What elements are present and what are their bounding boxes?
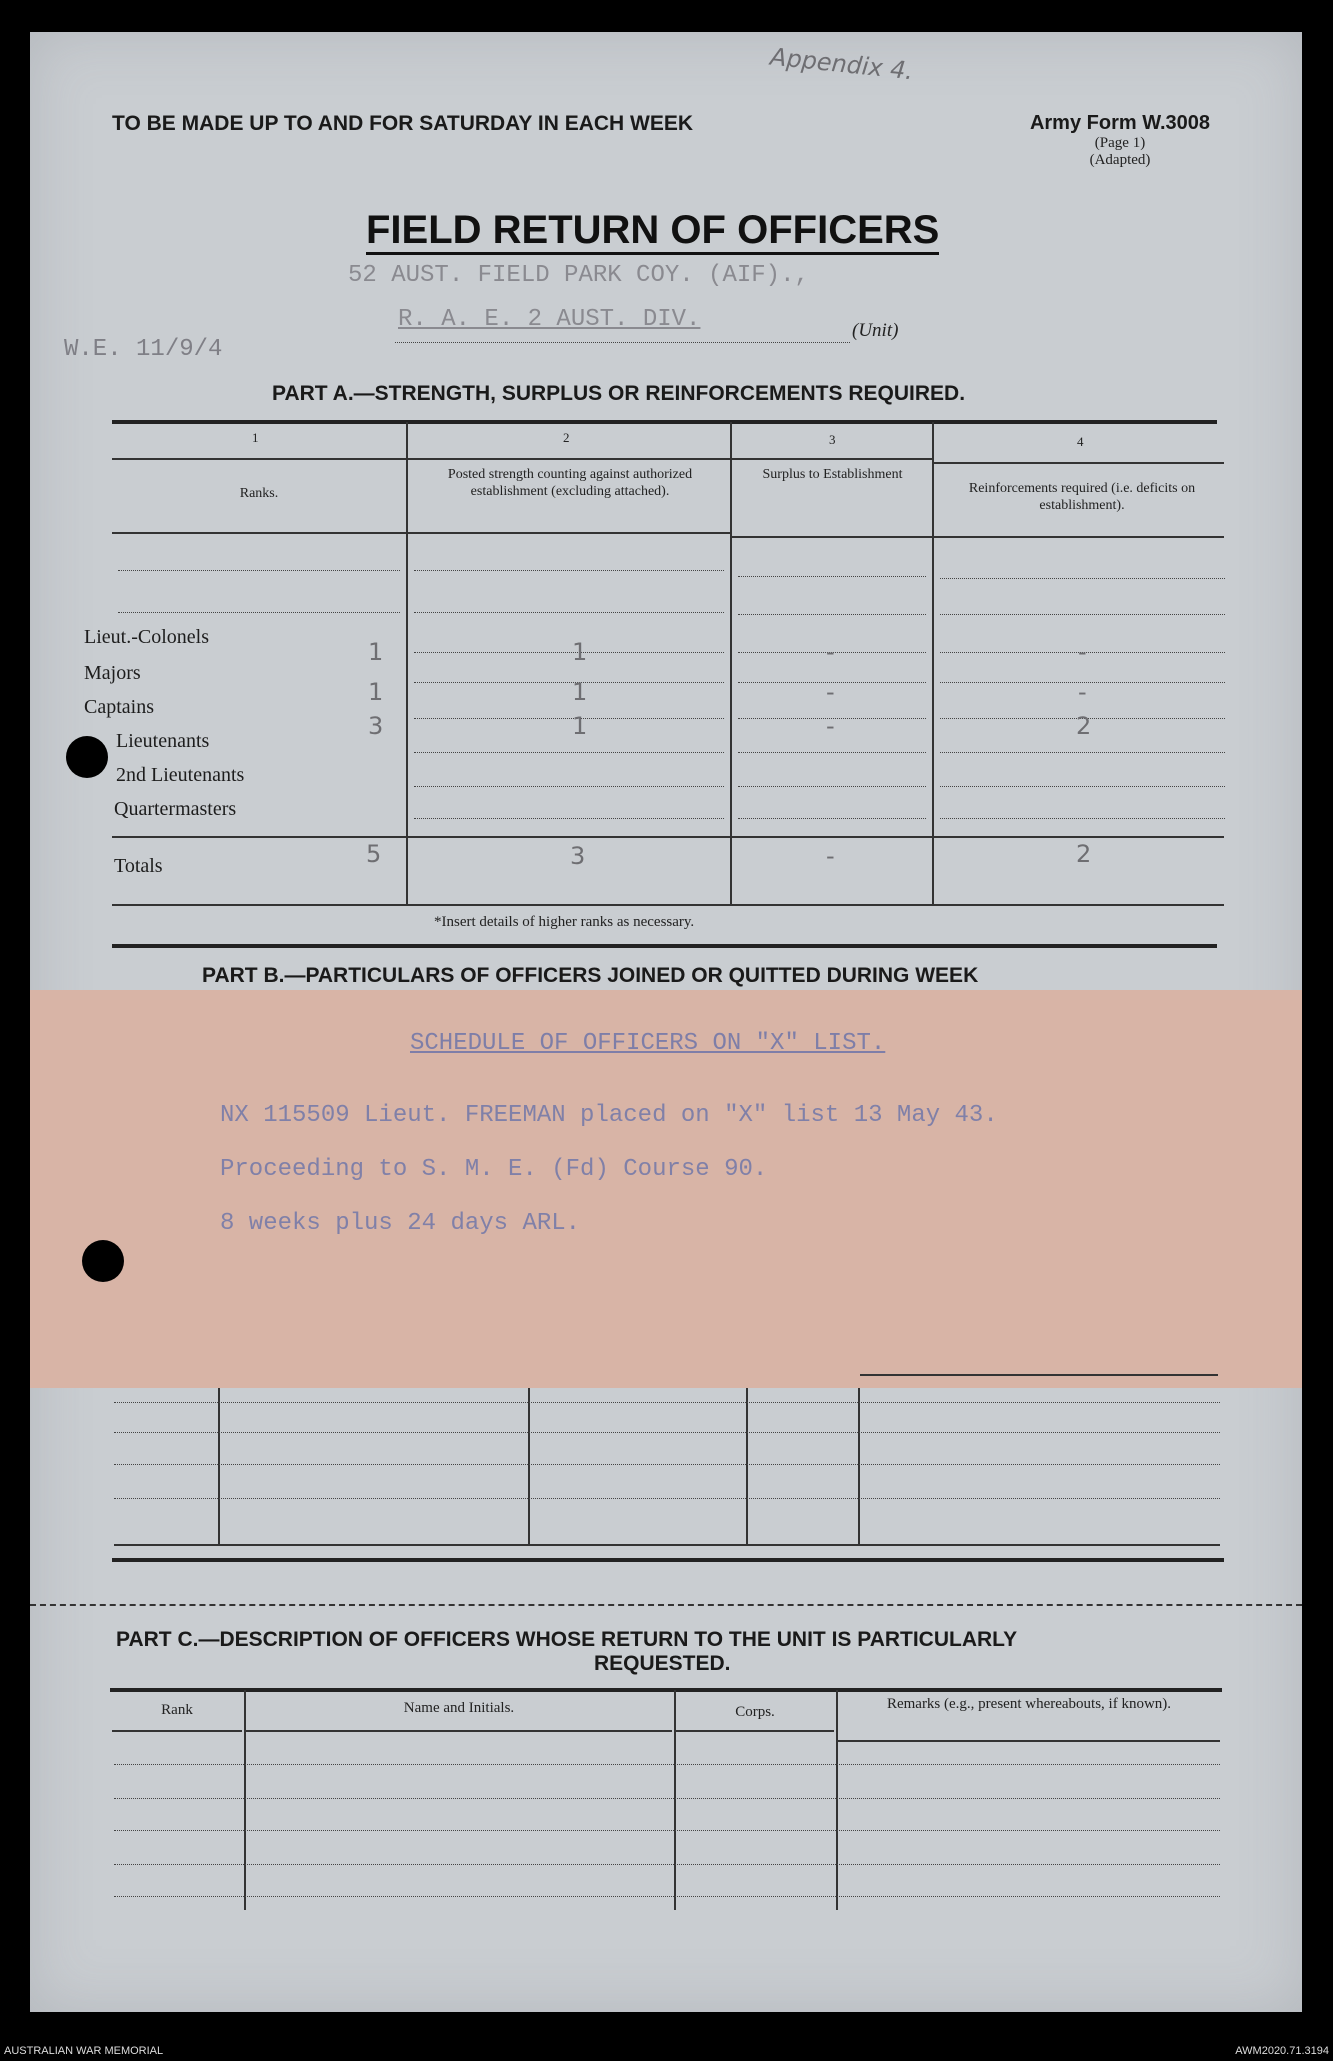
punch-hole-bottom — [82, 1240, 124, 1282]
unit-line-2: R. A. E. 2 AUST. DIV. — [398, 306, 701, 333]
we-reference: W.E. 11/9/4 — [64, 336, 223, 363]
rank-label: 2nd Lieutenants — [116, 764, 245, 786]
posted-value: 1 — [572, 712, 588, 740]
col-header-reinforcements: Reinforcements required (i.e. deficits on establishment). — [968, 481, 1196, 513]
establishment-value: 1 — [368, 638, 384, 666]
totals-label: Totals — [114, 855, 163, 877]
unit-dotted-line — [395, 342, 850, 343]
army-form-page: (Page 1) — [1094, 135, 1146, 151]
army-form-number — [1010, 112, 1230, 169]
army-form-adapted: (Adapted) — [1089, 152, 1151, 168]
reinforcements-value: 2 — [1076, 712, 1092, 740]
part-c-heading-line2: REQUESTED. — [594, 1652, 731, 1675]
rank-label: Lieutenants — [116, 730, 210, 752]
part-a-heading: PART A.—STRENGTH, SURPLUS OR REINFORCEMENTS REQUIRED. — [272, 382, 966, 405]
rank-label: Majors — [84, 662, 141, 684]
posted-value: 1 — [572, 678, 588, 706]
col-header-posted: Posted strength counting against authorized establishment (excluding attached). — [447, 467, 693, 499]
slip-line-3: 8 weeks plus 24 days ARL. — [220, 1210, 581, 1237]
slip-line-2: Proceeding to S. M. E. (Fd) Course 90. — [220, 1156, 768, 1183]
establishment-value: 3 — [368, 712, 384, 740]
col-num-3: 3 — [829, 432, 836, 447]
unit-line-1: 52 AUST. FIELD PARK COY. (AIF)., — [348, 262, 809, 289]
totals-establishment: 5 — [366, 840, 382, 868]
totals-reinforcements: 2 — [1076, 840, 1092, 868]
col-num-1: 1 — [252, 430, 259, 445]
part-b-heading: PART B.—PARTICULARS OF OFFICERS JOINED OR QUITTED DURING WEEK — [202, 964, 979, 987]
part-c-col-rank: Rank — [161, 1702, 193, 1718]
col-header-ranks: Ranks. — [239, 486, 279, 501]
part-c-col-name: Name and Initials. — [403, 1700, 515, 1716]
totals-posted: 3 — [570, 842, 586, 870]
rank-label: Quartermasters — [114, 798, 237, 820]
part-c-heading-line1: PART C.—DESCRIPTION OF OFFICERS WHOSE RETURN TO THE UNIT IS PARTICULARLY — [116, 1628, 1018, 1651]
reinforcements-value: - — [1078, 678, 1087, 706]
punch-hole-top — [66, 736, 108, 778]
col-header-surplus: Surplus to Establishment — [762, 467, 903, 482]
part-a-footnote: *Insert details of higher ranks as necessary. — [434, 914, 695, 930]
part-a-top-rule — [112, 420, 1217, 424]
perforation-line — [30, 1604, 1302, 1606]
rank-label: Lieut.-Colonels — [84, 626, 209, 648]
establishment-value: 1 — [368, 678, 384, 706]
unit-label: (Unit) — [852, 320, 899, 341]
header-instruction: TO BE MADE UP TO AND FOR SATURDAY IN EACH WEEK — [112, 112, 694, 135]
totals-surplus: - — [826, 842, 835, 870]
slip-line-1: NX 115509 Lieut. FREEMAN placed on "X" list 13 May 43. — [220, 1102, 998, 1129]
army-form-title: Army Form W.3008 — [1029, 112, 1211, 134]
part-c-col-corps: Corps. — [735, 1704, 775, 1720]
col-num-2: 2 — [563, 430, 570, 445]
rank-label: Captains — [84, 696, 154, 718]
surplus-value: - — [826, 712, 835, 740]
pasted-slip — [30, 990, 1302, 1388]
surplus-value: - — [826, 638, 835, 666]
part-c-col-remarks: Remarks (e.g., present whereabouts, if known). — [886, 1696, 1172, 1712]
handwritten-note: Appendix 4. — [768, 42, 915, 86]
reinforcements-value: - — [1078, 638, 1087, 666]
posted-value: 1 — [572, 638, 588, 666]
surplus-value: - — [826, 678, 835, 706]
footer-accession: AWM2020.71.3194 — [1235, 2045, 1329, 2057]
form-title: FIELD RETURN OF OFFICERS — [366, 208, 939, 255]
col-num-4: 4 — [1077, 434, 1084, 449]
footer-source: AUSTRALIAN WAR MEMORIAL — [4, 2045, 164, 2057]
slip-title: SCHEDULE OF OFFICERS ON "X" LIST. — [410, 1030, 886, 1057]
